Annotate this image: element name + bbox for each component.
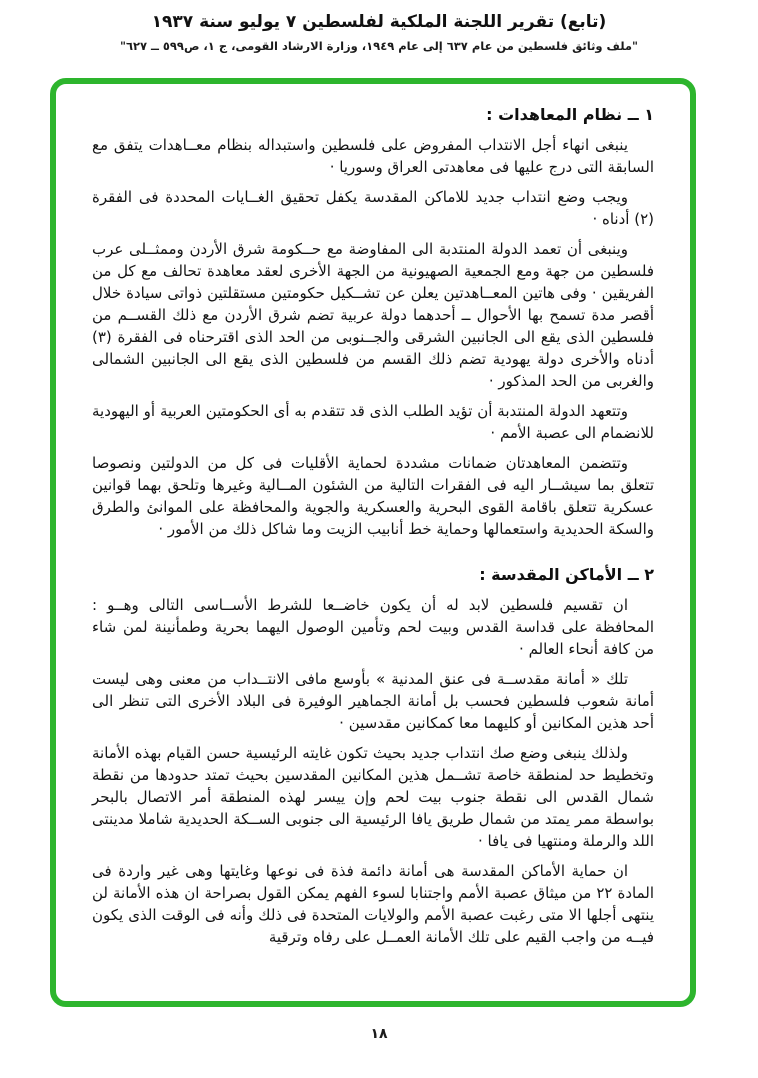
paragraph: ولذلك ينبغى وضع صك انتداب جديد بحيث تكون غايته الرئيسية حسن القيام بهذه الأمانة وتخطيط حد لمنطقة خاصة تشــمل هذين المكانين المقدسين بحيث تمتد حدودها من نقطة شمال القدس الى نقطة جنوب بيت لحم وإن ييسر لهذه المنطقة أمر الاتصال بالبحر بواسطة ممر يمتد من شمال طريق يافا الرئيسية الى جنوبى الســكة الحديدية شاملا مدينتى اللد والرملة ومنتهيا فى يافا ·	[92, 744, 654, 850]
section-heading: ١ ــ نظام المعاهدات :	[486, 105, 654, 124]
paragraph: ينبغى انهاء أجل الانتداب المفروض على فلسطين واستبداله بنظام معــاهدات يتفق مع السابقة التى درج عليها فى معاهدتى العراق وسوريا ·	[92, 136, 654, 176]
document-body	[56, 84, 690, 948]
report-title: (تابع) تقرير اللجنة الملكية لفلسطين ٧ يوليو سنة ١٩٣٧	[151, 12, 607, 32]
source-citation: "ملف وثائق فلسطين من عام ٦٣٧ إلى عام ١٩٤٩، وزارة الارشاد القومى، ج ١، ص٥٩٩ ــ ٦٢٧"	[119, 39, 639, 53]
paragraph: وينبغى أن تعمد الدولة المنتدبة الى المفاوضة مع حــكومة شرق الأردن وممثــلى عرب فلسطين من جهة ومع الجمعية الصهيونية من الجهة الأخرى لعقد معاهدة تحالف مع كل من الفريقين · وفى هاتين المعــاهدتين يعلن عن تشــكيل حكومتين مستقلتين ذواتى سيادة خلال أقصر مدة تسمح بها الأحوال ــ أحدهما دولة عربية تضم شرق الأردن مع ذلك القســم من فلسطين الذى يقع الى الجانبين الشرقى والجــنوبى من الحد الذى اقترحناه فى الفقرة (٣) أدناه والأخرى دولة يهودية تضم ذلك القسم من فلسطين الذى يقع الى الجانبين الشمالى والغربى من الحد المذكور ·	[92, 240, 654, 390]
page-number: ١٨	[370, 1026, 388, 1042]
green-border-frame	[50, 78, 696, 1007]
paragraph: ان تقسيم فلسطين لابد له أن يكون خاضــعا للشرط الأســاسى التالى وهــو : المحافظة على قداسة القدس وبيت لحم وتأمين الوصول اليهما بحرية وطمأنينة لمن شاء من كافة أنحاء العالم ·	[92, 596, 654, 658]
paragraph: ان حماية الأماكن المقدسة هى أمانة دائمة فذة فى نوعها وغايتها وهى غير واردة فى المادة ٢٢ من ميثاق عصبة الأمم واجتنابا لسوء الفهم يمكن القول بصراحة ان هذه الأمانة لن ينتهى أجلها الا متى رغبت عصبة الأمم والولايات المتحدة فى ذلك وأنه فى الوقت الذى يكون فيــه من واجب القيم على تلك الأمانة العمــل على رفاه وترقية	[92, 862, 654, 946]
section-heading: ٢ ــ الأماكن المقدسة :	[479, 565, 654, 584]
paragraph: وتتضمن المعاهدتان ضمانات مشددة لحماية الأقليات فى كل من الدولتين ونصوصا تتعلق بما سيشــار اليه فى الفقرات التالية من الشئون المــالية وغيرها وتلحق بهما قوانين عسكرية تتعلق باقامة القوى البحرية والعسكرية والجوية والمحافظة على الموانئ والطرق والسكة الحديدية واستعمالها وحماية خط أنابيب الزيت وما شاكل ذلك من الأمور ·	[92, 454, 654, 538]
paragraph: وتتعهد الدولة المنتدبة أن تؤيد الطلب الذى قد تتقدم به أى الحكومتين العربية أو اليهودية للانضمام الى عصبة الأمم ·	[92, 402, 654, 442]
page-header	[0, 12, 758, 53]
paragraph: ويجب وضع انتداب جديد للاماكن المقدسة يكفل تحقيق الغــايات المحددة فى الفقرة (٢) أدناه ·	[92, 188, 654, 228]
paragraph: تلك « أمانة مقدســة فى عنق المدنية » بأوسع مافى الانتــداب من معنى وهى ليست أمانة شعوب فلسطين فحسب بل أمانة الجماهير الوفيرة فى البلاد الأخرى التى تنظر الى أحد هذين المكانين أو كليهما معا كمكانين مقدسين ·	[92, 670, 654, 732]
